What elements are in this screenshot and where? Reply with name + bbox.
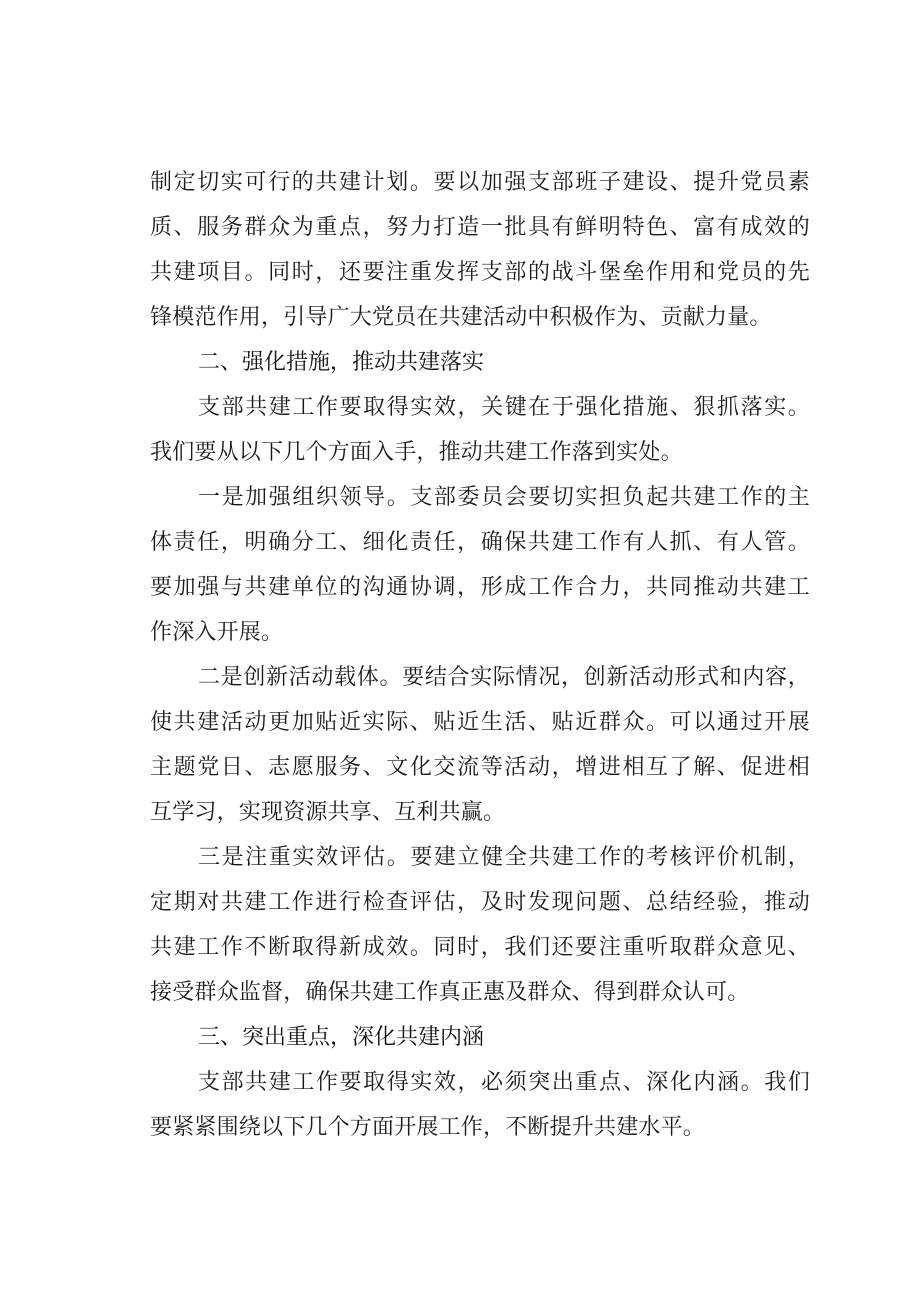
text-line: 作深入开展。: [150, 620, 284, 645]
paragraph: [150, 835, 810, 1015]
text-line: 主题党日、志愿服务、文化交流等活动，增进相互了解、促进相: [150, 755, 810, 780]
section-heading: 三、突出重点，深化共建内涵: [198, 1025, 485, 1050]
paragraph: [150, 385, 810, 475]
text-line: 锋模范作用，引导广大党员在共建活动中积极作为、贡献力量。: [150, 305, 772, 330]
text-line: 定期对共建工作进行检查评估，及时发现问题、总结经验，推动: [150, 890, 810, 915]
text-line: 制定切实可行的共建计划。要以加强支部班子建设、提升党员素: [150, 170, 810, 195]
text-line: 三是注重实效评估。要建立健全共建工作的考核评价机制，: [198, 845, 810, 870]
text-line: 质、服务群众为重点，努力打造一批具有鲜明特色、富有成效的: [150, 215, 810, 240]
text-line: 接受群众监督，确保共建工作真正惠及群众、得到群众认可。: [150, 980, 750, 1005]
text-line: 要加强与共建单位的沟通协调，形成工作合力，共同推动共建工: [150, 575, 810, 600]
paragraph: [150, 475, 810, 655]
paragraph: [150, 160, 810, 340]
text-line: 体责任，明确分工、细化责任，确保共建工作有人抓、有人管。: [150, 530, 810, 555]
paragraph: [150, 1060, 810, 1150]
text-line: 共建工作不断取得新成效。同时，我们还要注重听取群众意见、: [150, 935, 810, 960]
text-line: 二是创新活动载体。要结合实际情况，创新活动形式和内容，: [198, 665, 810, 690]
document-body: [150, 160, 810, 1150]
paragraph: [150, 655, 810, 835]
text-line: 互学习，实现资源共享、互利共赢。: [150, 800, 506, 825]
text-line: 我们要从以下几个方面入手，推动共建工作落到实处。: [150, 440, 683, 465]
text-line: 支部共建工作要取得实效，关键在于强化措施、狠抓落实。: [198, 395, 810, 420]
text-line: 共建项目。同时，还要注重发挥支部的战斗堡垒作用和党员的先: [150, 260, 810, 285]
text-line: 要紧紧围绕以下几个方面开展工作，不断提升共建水平。: [150, 1115, 706, 1140]
text-line: 使共建活动更加贴近实际、贴近生活、贴近群众。可以通过开展: [150, 710, 810, 735]
section-heading: 二、强化措施，推动共建落实: [198, 350, 485, 375]
text-line: 支部共建工作要取得实效，必须突出重点、深化内涵。我们: [198, 1070, 810, 1095]
text-line: 一是加强组织领导。支部委员会要切实担负起共建工作的主: [198, 485, 810, 510]
